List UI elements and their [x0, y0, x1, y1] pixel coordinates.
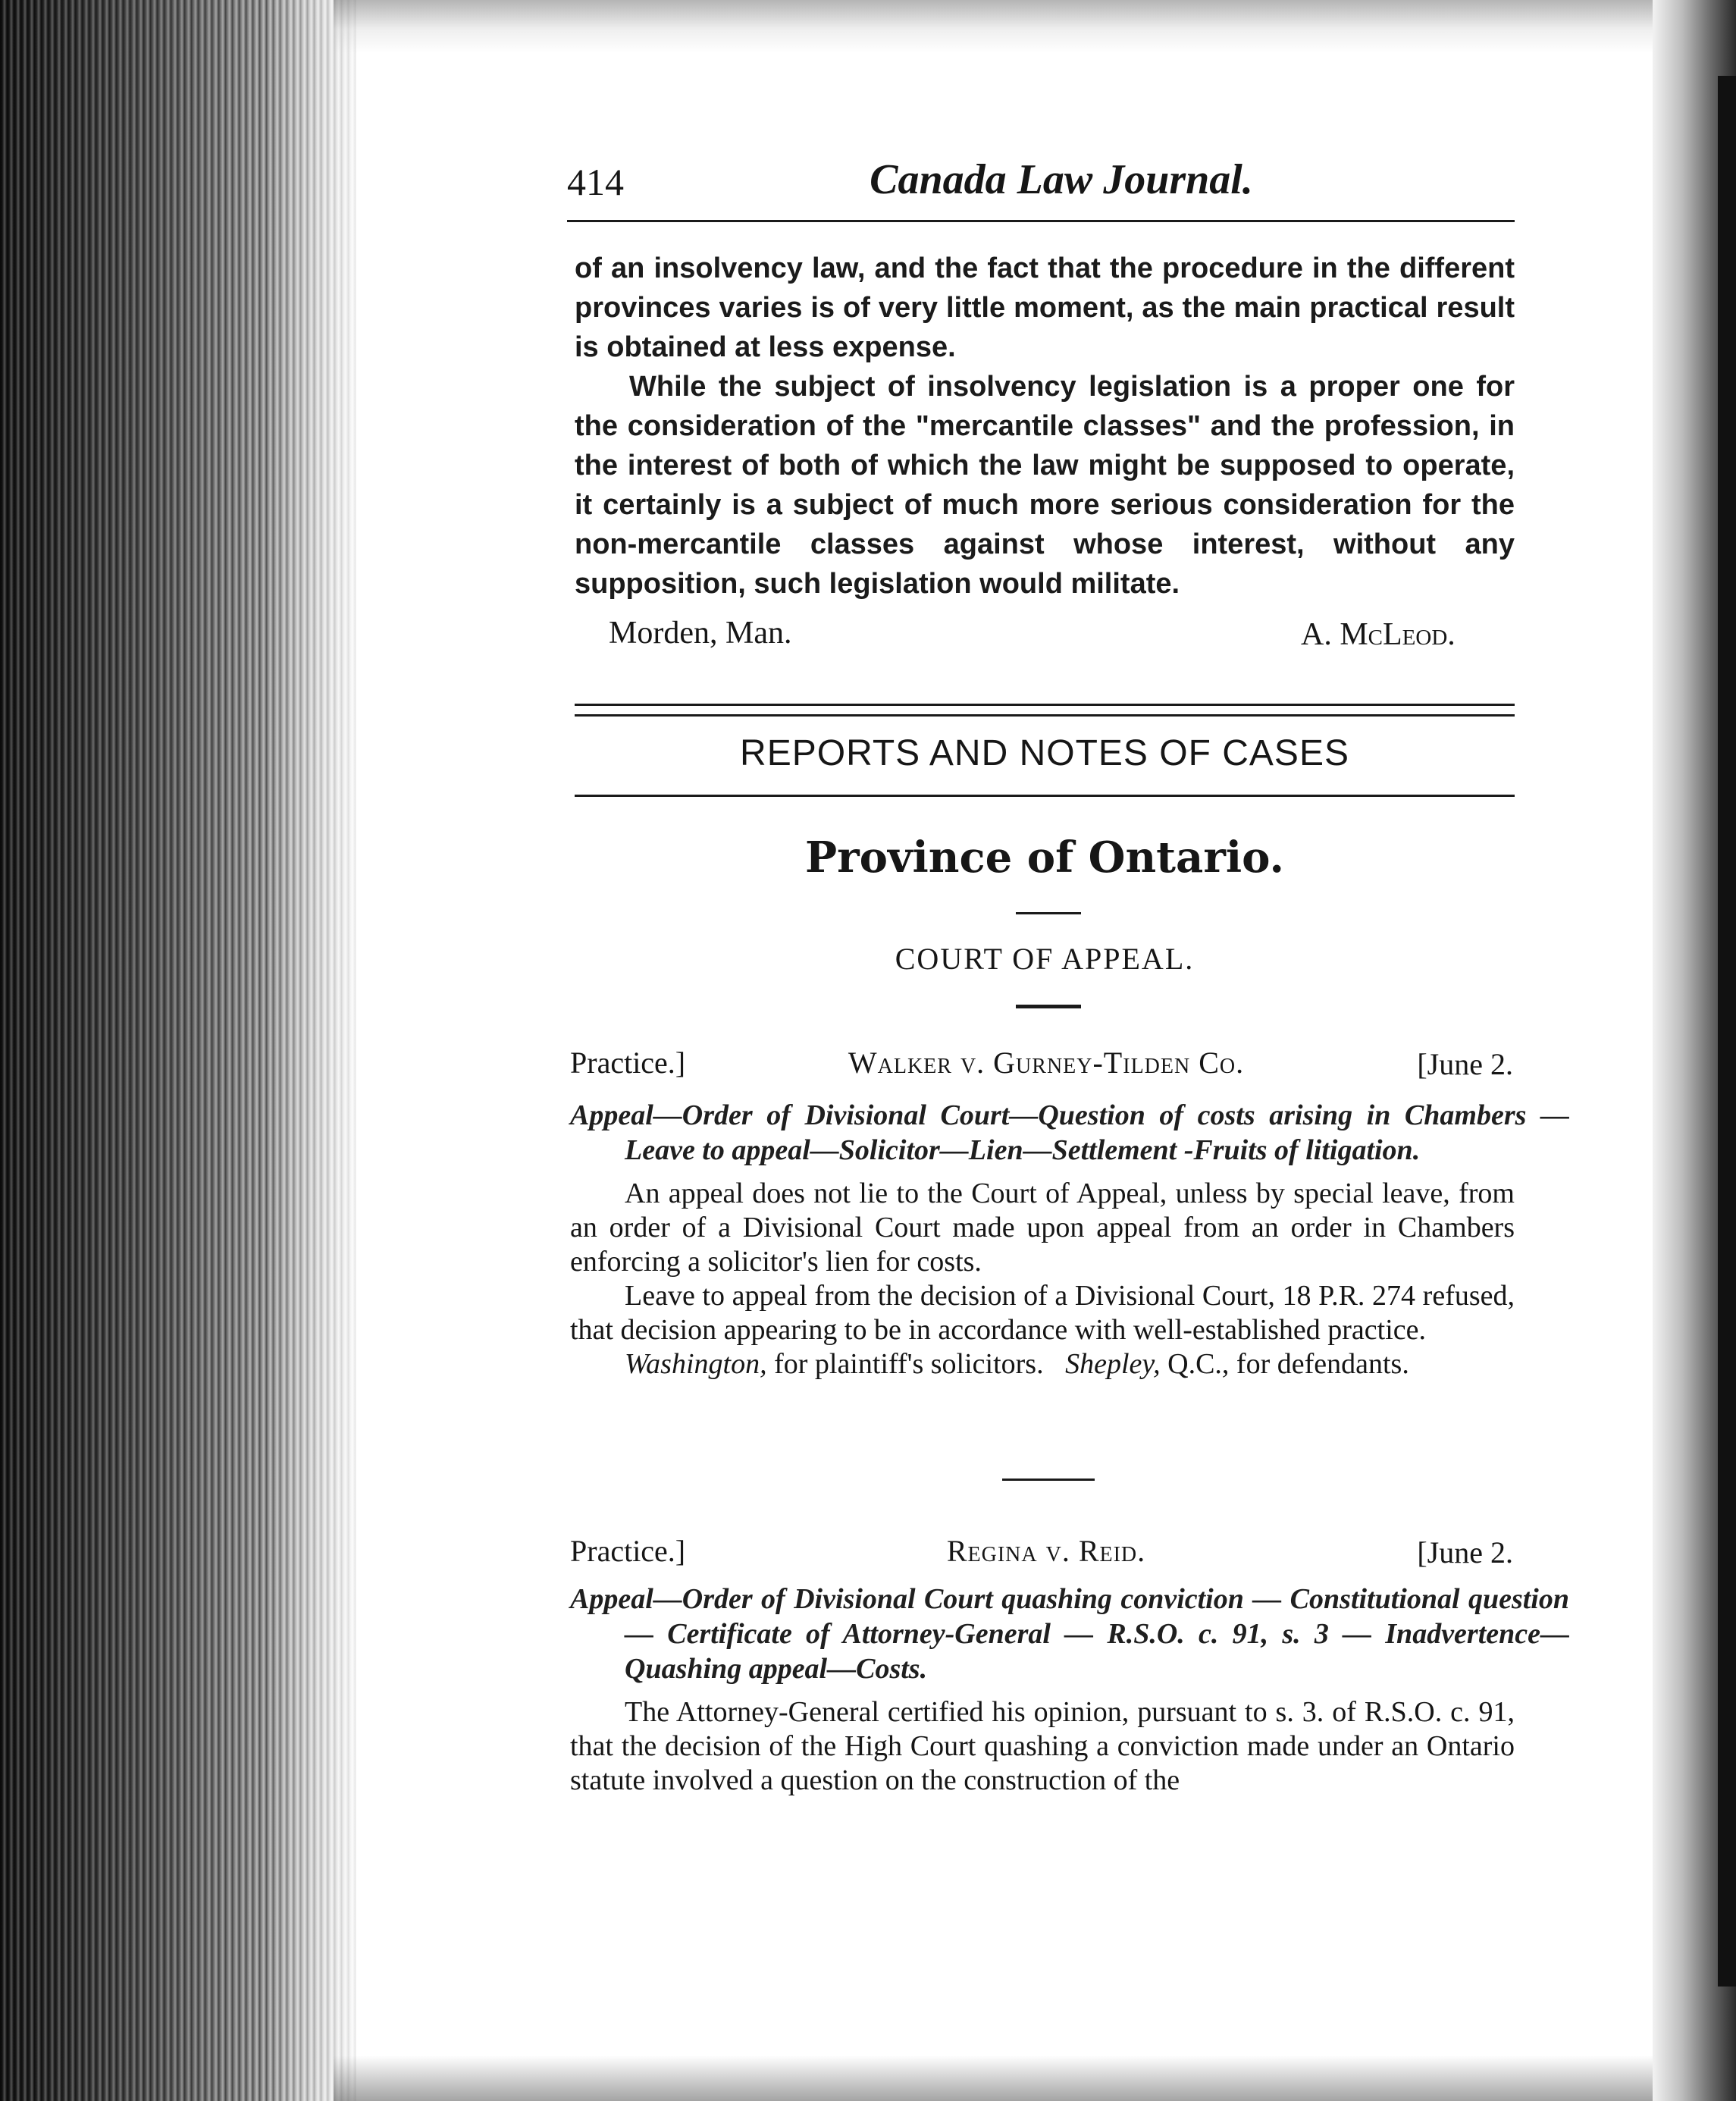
section-double-rule-bottom	[575, 714, 1515, 717]
case-headnote: Appeal—Order of Divisional Court quashing conviction — Constitutional question — Certificate of Attorney-General — R.S.O. c. 91, s. 3 — Inadvertence—Quashing appeal—Costs.	[570, 1583, 1569, 1685]
case-separator	[1002, 1479, 1095, 1481]
counsel-name: Shepley,	[1065, 1348, 1161, 1380]
case-paragraph: The Attorney-General certified his opinion, pursuant to s. 3. of R.S.O. c. 91, that the decision of the High Court quashing a conviction made under an Ontario statute involved a question on the construction of the	[570, 1696, 1515, 1796]
short-divider	[1016, 1005, 1081, 1008]
letter-author: A. McLeod.	[1301, 617, 1456, 652]
letter-paragraph: of an insolvency law, and the fact that the procedure in the different provinces varies is of very little moment, as the main practical result is obtained at less expense.	[575, 252, 1515, 363]
case-name: Walker v. Gurney-Tilden Co.	[848, 1046, 1245, 1080]
case-category: Practice.]	[570, 1534, 686, 1568]
section-double-rule-top	[575, 704, 1515, 706]
letter-place: Morden, Man.	[609, 616, 792, 651]
case-name: Regina v. Reid.	[946, 1534, 1146, 1568]
section-title-rule	[575, 795, 1515, 797]
case-paragraph: Leave to appeal from the decision of a Divisional Court, 18 P.R. 274 refused, that decision appearing to be in accordance with well-established practice.	[570, 1280, 1515, 1346]
province-heading: Province of Ontario.	[805, 833, 1284, 883]
counsel-name: Washington,	[625, 1348, 767, 1380]
header-rule	[567, 220, 1515, 222]
case-category: Practice.]	[570, 1046, 686, 1080]
case-body	[570, 1695, 1515, 1798]
case-paragraph: An appeal does not lie to the Court of Appeal, unless by special leave, from an order of a Divisional Court made upon appeal from an order in Chambers enforcing a solicitor's lien for costs.	[570, 1178, 1515, 1278]
counsel-role: for plaintiff's solicitors.	[766, 1348, 1044, 1380]
case-date: [June 2.	[1417, 1047, 1513, 1081]
case-body	[570, 1177, 1515, 1381]
case-counsel	[570, 1347, 1515, 1381]
counsel-role: Q.C., for defendants.	[1160, 1348, 1409, 1380]
case-headnote: Appeal—Order of Divisional Court—Question of costs arising in Chambers —Leave to appeal—Solicitor—Lien—Settlement -Fruits of litigation.	[570, 1099, 1569, 1166]
case-date: [June 2.	[1417, 1535, 1513, 1569]
page-number: 414	[567, 161, 624, 203]
letter-paragraph: While the subject of insolvency legislation is a proper one for the consideration of the "mercantile classes" and the profession, in the interest of both of which the law might be supposed to operate, it certainly is a subject of much more serious consideration for the non-mercantile classes against whose interest, without any supposition, such legislation would militate.	[575, 371, 1515, 600]
court-heading: COURT OF APPEAL.	[895, 942, 1195, 976]
section-title: REPORTS AND NOTES OF CASES	[740, 733, 1349, 773]
short-divider	[1016, 912, 1081, 914]
running-title: Canada Law Journal.	[870, 156, 1253, 203]
